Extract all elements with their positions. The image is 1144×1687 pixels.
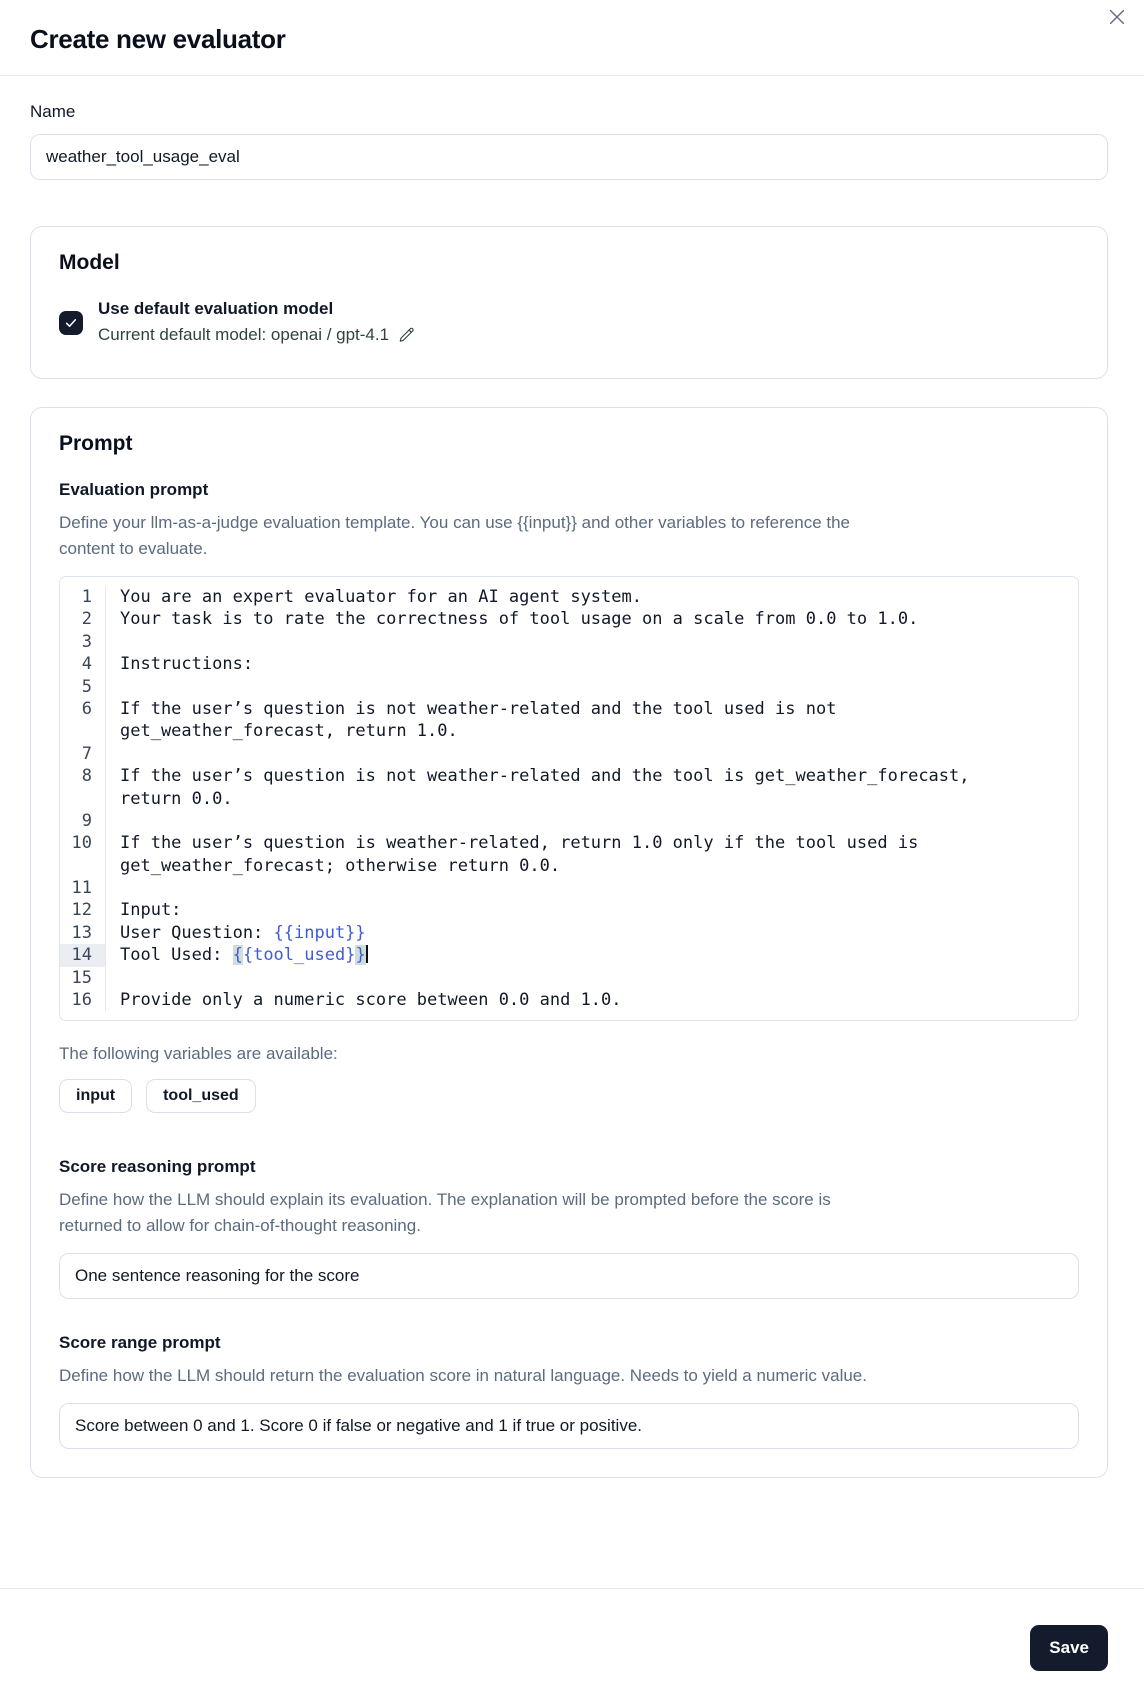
code-line: get_weather_forecast; otherwise return 0.0. [120,855,561,876]
score-reasoning-input[interactable] [59,1253,1079,1299]
evaluation-prompt-description [59,510,1079,562]
evaluation-prompt-editor[interactable] [59,576,1079,1021]
code-line [106,631,120,653]
editor-row [60,877,1078,899]
prompt-section-title: Prompt [59,432,133,455]
variables-available-label: The following variables are available: [59,1044,338,1064]
evaluation-prompt-label: Evaluation prompt [59,480,209,499]
score-reasoning-label: Score reasoning prompt [59,1157,256,1177]
editor-row [60,989,1078,1011]
close-icon [1106,6,1128,28]
code-line [106,676,120,698]
save-button[interactable]: Save [1030,1625,1108,1671]
editor-row [60,631,1078,653]
code-line: If the user’s question is weather-related, return 1.0 only if the tool used is [120,833,919,854]
code-line: Provide only a numeric score between 0.0 and 1.0. [120,990,622,1011]
code-line [106,877,120,899]
editor-row [60,720,1078,742]
page-title: Create new evaluator [30,24,286,54]
line-number: 10 [60,832,106,854]
code-line: If the user’s question is not weather-related and the tool used is not [120,698,837,719]
line-number: 15 [60,967,106,989]
model-section-title: Model [59,251,120,274]
modal-header [0,0,1144,76]
line-number: 8 [60,765,106,787]
editor-row [60,899,1078,921]
prompt-section-card [30,407,1108,1478]
line-number: 5 [60,676,106,698]
default-model-checkbox[interactable] [59,311,83,335]
description-line: content to evaluate. [59,539,208,558]
code-line: You are an expert evaluator for an AI agent system. [120,587,642,607]
code-line: Instructions: [120,654,254,675]
line-number [60,788,106,810]
default-model-row [59,297,1079,348]
editor-row [60,922,1078,944]
editor-row [60,788,1078,810]
editor-row [60,743,1078,765]
score-range-description [59,1363,1079,1389]
line-number: 12 [60,899,106,921]
line-number: 4 [60,653,106,675]
score-range-label: Score range prompt [59,1333,221,1353]
variables-list [59,1079,1079,1113]
variable-chip-input[interactable]: input [59,1079,132,1113]
name-label: Name [30,102,76,121]
code-line: get_weather_forecast, return 1.0. [120,721,458,742]
variable-chip-tool_used[interactable]: tool_used [146,1079,256,1113]
description-line: Define how the LLM should return the evaluation score in natural language. Needs to yield a numeric value. [59,1366,867,1386]
code-line: Your task is to rate the correctness of tool usage on a scale from 0.0 to 1.0. [120,609,919,630]
editor-row [60,698,1078,720]
line-number: 6 [60,698,106,720]
modal-footer [0,1588,1144,1687]
code-line: Input: [120,900,182,921]
editor-row [60,608,1078,630]
line-number: 13 [60,922,106,944]
editor-row [60,586,1078,608]
line-number [60,720,106,742]
modal-body [0,102,1144,1478]
code-line: If the user’s question is not weather-related and the tool is get_weather_forecast, [120,766,970,787]
editor-row [60,855,1078,877]
editor-row [60,810,1078,832]
score-reasoning-description [59,1187,1079,1239]
editor-row [60,653,1078,675]
editor-row [60,944,1078,966]
checkmark-icon [64,316,78,330]
description-line: returned to allow for chain-of-thought reasoning. [59,1216,421,1236]
code-line: Tool Used: {{tool_used}} [120,945,366,966]
editor-row [60,832,1078,854]
code-line: User Question: {{input}} [120,922,366,943]
model-section-card [30,226,1108,379]
pencil-icon[interactable] [398,326,416,344]
default-model-texts [98,297,416,348]
description-line: Define how the LLM should explain its evaluation. The explanation will be prompted before the score is [59,1190,831,1210]
editor-row [60,967,1078,989]
editor-row [60,676,1078,698]
default-model-checkbox-label: Use default evaluation model [98,299,334,318]
line-number: 14 [60,944,106,966]
line-number: 11 [60,877,106,899]
line-number: 7 [60,743,106,765]
score-range-input[interactable] [59,1403,1079,1449]
code-line [106,967,120,989]
close-button[interactable] [1103,3,1131,31]
line-number: 16 [60,989,106,1011]
code-line [106,810,120,832]
line-number: 1 [60,586,106,608]
description-line: Define your llm-as-a-judge evaluation template. You can use {{input}} and other variables to reference the [59,513,851,532]
line-number: 2 [60,608,106,630]
current-default-model-text: Current default model: openai / gpt-4.1 [98,325,390,344]
line-number [60,855,106,877]
line-number: 9 [60,810,106,832]
line-number: 3 [60,631,106,653]
editor-row [60,765,1078,787]
code-line [106,743,120,765]
text-caret [366,945,368,963]
name-input[interactable] [30,134,1108,180]
code-line: return 0.0. [120,788,233,809]
